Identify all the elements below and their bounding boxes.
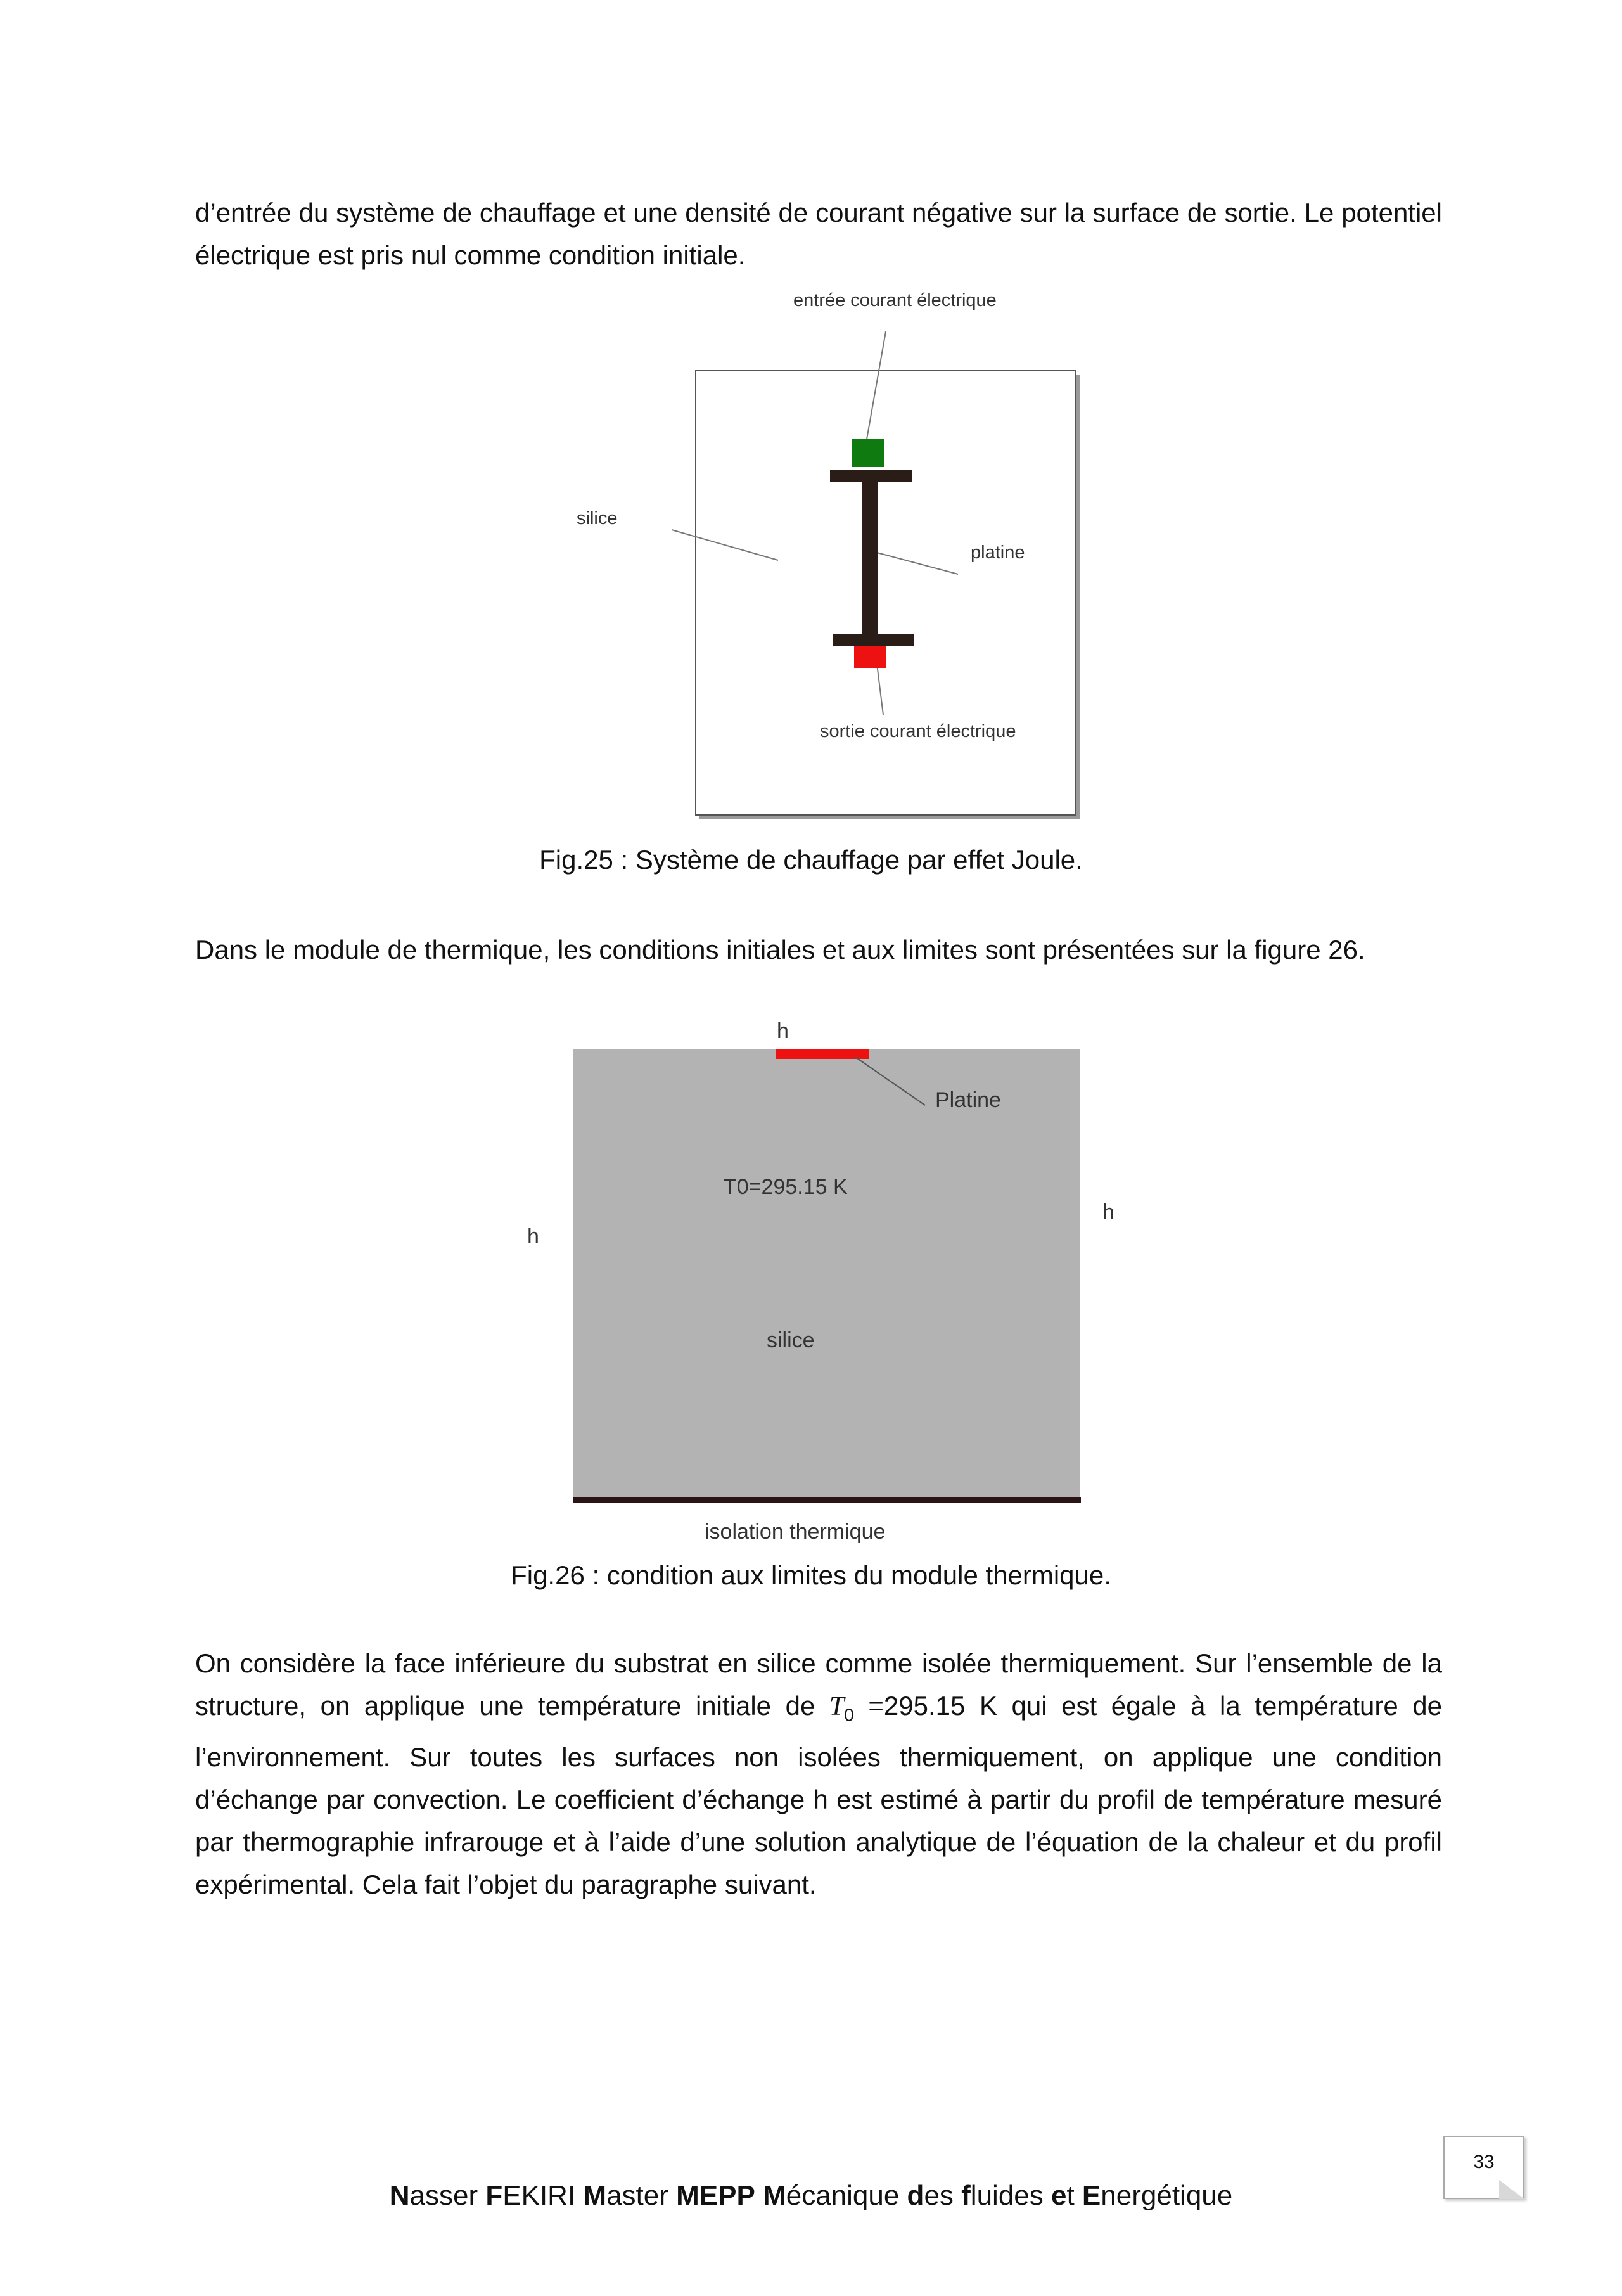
paragraph-1: d’entrée du système de chauffage et une densité de courant négative sur la surface de sortie. Le potentiel électrique est pris nul comme condition initiale. — [195, 198, 1442, 270]
page-number: 33 — [1473, 2152, 1495, 2172]
footer-initial: d — [907, 2180, 924, 2211]
footer-initial: MEPP — [676, 2180, 755, 2211]
footer-text: aster — [606, 2180, 677, 2211]
footer-initial: M — [763, 2180, 786, 2211]
label-sortie-courant: sortie courant électrique — [820, 721, 1016, 741]
label-platine-26: Platine — [935, 1088, 1001, 1112]
isolation-line — [573, 1497, 1081, 1503]
paragraph-3 — [195, 1642, 1442, 1906]
footer-text: EKIRI — [502, 2180, 584, 2211]
label-platine: platine — [971, 542, 1025, 563]
footer-initial: f — [961, 2180, 971, 2211]
footer-initial: e — [1050, 2180, 1067, 2211]
t0-subscript: 0 — [844, 1705, 854, 1725]
footer-text: luides — [970, 2180, 1051, 2211]
paragraph-3-part-2: =295.15 K qui est égale à la température de l’environnement. Sur toutes les surfaces non isolées thermiquement, on applique une condition d’échange par convection. Le coefficient d’échange h est estimé à partir du profil de température mesuré par thermographie infrarouge et à l’aide d’une solution analytique de l’équation de la chaleur et du profil expérimental. Cela fait l’objet du paragraphe suivant. — [195, 1691, 1443, 1900]
label-h-left: h — [527, 1224, 539, 1248]
footer-text: asser — [409, 2180, 486, 2211]
footer-text: es — [924, 2180, 962, 2211]
paragraph-3-part-1: On considère la face inférieure du substrat en silice comme isolée thermiquement. Sur l’ensemble de la structure, on applique une température initiale de — [195, 1648, 1442, 1721]
figure-26-caption: Fig.26 : condition aux limites du module thermique. — [511, 1560, 1111, 1590]
footer-initial: E — [1082, 2180, 1101, 2211]
footer — [0, 2180, 1622, 2212]
t0-symbol: T — [829, 1692, 845, 1721]
label-entree-courant: entrée courant électrique — [793, 290, 997, 311]
footer-initial: F — [485, 2180, 503, 2211]
silice-substrate — [573, 1049, 1080, 1499]
label-t0: T0=295.15 K — [724, 1175, 848, 1199]
footer-text: t — [1066, 2180, 1082, 2211]
footer-initial: N — [389, 2180, 410, 2211]
label-isolation: isolation thermique — [705, 1520, 886, 1544]
paragraph-2: Dans le module de thermique, les conditions initiales et aux limites sont présentées sur la figure 26. — [195, 935, 1365, 965]
footer-initial: M — [583, 2180, 607, 2211]
figure-25-caption: Fig.25 : Système de chauffage par effet Joule. — [539, 845, 1083, 875]
footer-text: écanique — [786, 2180, 907, 2211]
label-h-right: h — [1102, 1200, 1114, 1224]
label-silice: silice — [577, 508, 618, 529]
footer-text — [755, 2180, 763, 2211]
label-h-top: h — [777, 1019, 789, 1043]
label-silice-26: silice — [767, 1328, 815, 1352]
footer-text: nergétique — [1101, 2180, 1233, 2211]
